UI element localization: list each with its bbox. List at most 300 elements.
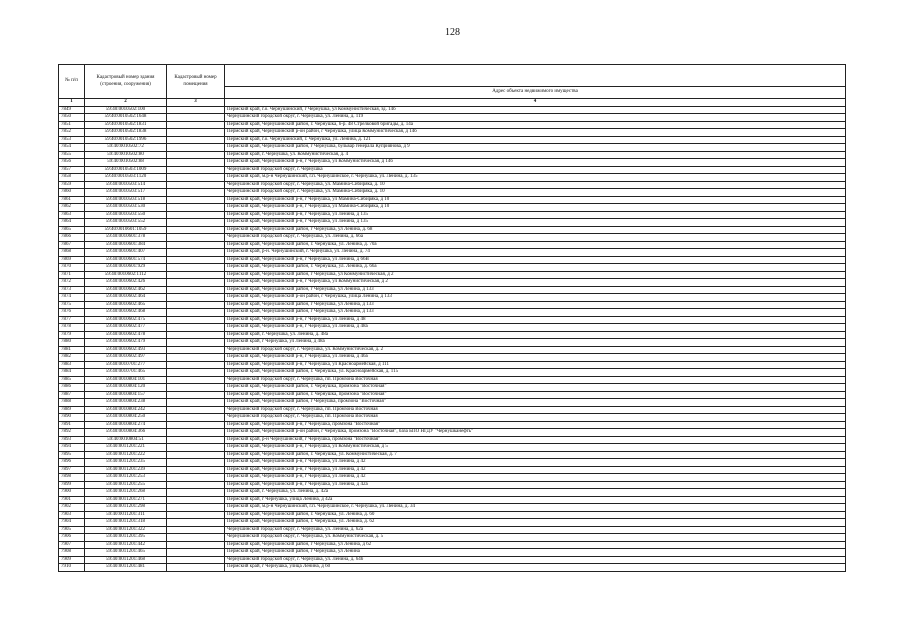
row-number: 7858 [59,174,85,182]
cadastral-building-number: 59:40:0011201:465 [85,549,167,557]
table-row [59,421,846,429]
cadastral-building-number: 59:40:0011201:481 [85,564,167,572]
cadastral-room-number [167,526,225,534]
address-cell: Пермский край, Чернушинский район, г. Чернушка, ул. Ленина, д. 66а [225,264,846,272]
cadastral-room-number [167,414,225,422]
row-number: 7851 [59,121,85,129]
row-number: 7899 [59,481,85,489]
table-row [59,459,846,467]
address-cell: Пермский край, Чернушинский район, г Чернушка, ул Ленина [225,549,846,557]
table-row [59,481,846,489]
table-row [59,466,846,474]
address-cell: Пермский край, Чернушинский р-н, г Чернушка, ул Ленина, д 48а [225,324,846,332]
cadastral-building-number: 59:40:0010602:462 [85,286,167,294]
cadastral-room-number [167,189,225,197]
table-row [59,309,846,317]
cadastral-room-number [167,159,225,167]
cadastral-room-number [167,234,225,242]
row-number: 7880 [59,339,85,347]
cadastral-room-number [167,226,225,234]
cadastral-room-number [167,406,225,414]
cadastral-building-number: 59:40:0010804:120 [85,384,167,392]
cadastral-room-number [167,466,225,474]
cadastral-room-number [167,459,225,467]
cadastral-room-number [167,204,225,212]
cadastral-building-number: 59:40:0011201:255 [85,481,167,489]
address-cell: Пермский край, Чернушинский район, г Чернушка, промзона "Восточная" [225,399,846,407]
row-number: 7881 [59,346,85,354]
table-row [59,549,846,557]
address-cell: Пермский край, Чернушинский район, г. Чернушка, промзона "Восточная" [225,384,846,392]
table-row [59,474,846,482]
cadastral-building-number: 59:40:0010502:1838 [85,129,167,137]
column-number: 2 [85,99,167,107]
address-cell: Чернушинский городской округ, г. Чернушка, ул. Ленина, д. 62а [225,526,846,534]
cadastral-building-number: 59:40:0010601:1059 [85,226,167,234]
cadastral-building-number: 59:40:0010602:479 [85,339,167,347]
table-row [59,234,846,242]
cadastral-building-number: 59:40:0011201:311 [85,511,167,519]
table-row [59,414,846,422]
address-cell: Пермский край, Чернушинский р-н, г Чернушка, ул Коммунистическая, д 2 [225,279,846,287]
cadastral-room-number [167,174,225,182]
cadastral-room-number [167,316,225,324]
cadastral-room-number [167,286,225,294]
table-row [59,511,846,519]
cadastral-room-number [167,339,225,347]
table-row [59,264,846,272]
address-cell: Чернушинский городской округ, г. Чернушка, пп. Промзона Восточная [225,406,846,414]
row-number: 7878 [59,324,85,332]
table-row [59,526,846,534]
cadastral-room-number [167,129,225,137]
table-row [59,564,846,572]
address-cell: Пермский край, г Чернушка, улица Ленина, д 42а [225,496,846,504]
cadastral-building-number: 59:40:0010601:384 [85,241,167,249]
table-row [59,541,846,549]
header-num: № п/п [59,65,85,99]
row-number: 7902 [59,504,85,512]
cadastral-building-number: 59:40:0011201:268 [85,489,167,497]
cadastral-room-number [167,444,225,452]
cadastral-building-number: 59:40:0010804:101 [85,376,167,384]
row-number: 7854 [59,144,85,152]
cadastral-room-number [167,106,225,114]
address-cell: Пермский край, Чернушинский р-н, г Чернушка, ул Мамина-Сибиряка, д 10 [225,204,846,212]
row-number: 7860 [59,189,85,197]
table-row [59,226,846,234]
address-cell: Пермский край, р-н Чернушинский, г Чернушка, промзона "Восточная" [225,436,846,444]
cadastral-building-number: 59:40:0011201:442 [85,541,167,549]
cadastral-room-number [167,399,225,407]
cadastral-building-number: 59:40:0010602:493 [85,346,167,354]
table-row [59,399,846,407]
cadastral-building-number: 59:40:0011201:253 [85,474,167,482]
table-row [59,316,846,324]
cadastral-room-number [167,564,225,572]
row-number: 7885 [59,376,85,384]
table-row [59,346,846,354]
address-cell: Пермский край, Чернушинский р-н, г Чернушка, ул Ленина, д 42 [225,474,846,482]
table-row [59,256,846,264]
address-cell: Пермский край, г Чернушка, ул Ленина, д 48а [225,339,846,347]
header-address-top [225,65,846,87]
table-row [59,406,846,414]
address-cell: Пермский край, р-н. Чернушинский, г. Чернушка, ул. Ленина, д. 74 [225,249,846,257]
address-cell: Пермский край, Чернушинский р-н, г Чернушка, ул Ленина, д 42а [225,481,846,489]
table-row [59,144,846,152]
cadastral-room-number [167,324,225,332]
cadastral-building-number: 59:40:0010502:72 [85,144,167,152]
address-cell: Пермский край, г.о. Чернушинский, г. Чернушка, ул. Ленина, д. 121 [225,136,846,144]
address-cell: Пермский край, Чернушинский р-н, г Чернушка, ул Ленина, д 135 [225,219,846,227]
row-number: 7893 [59,436,85,444]
table-body [59,106,846,571]
row-number: 7872 [59,279,85,287]
address-cell: Пермский край, Чернушинский район, г Чернушка, ул Коммунистическая, д 2 [225,271,846,279]
cadastral-building-number: 59:40:0010503:514 [85,181,167,189]
row-number: 7859 [59,181,85,189]
address-cell: Чернушинский городской округ, г. Чернушка, пп. Промзона Восточная [225,376,846,384]
table-row [59,159,846,167]
cadastral-building-number: 59:40:0011201:468 [85,556,167,564]
cadastral-building-number: 59:40:0010602:478 [85,331,167,339]
cadastral-building-number: 59:40:0010602:477 [85,324,167,332]
cadastral-room-number [167,511,225,519]
row-number: 7869 [59,256,85,264]
table-row [59,451,846,459]
cadastral-room-number [167,541,225,549]
cadastral-room-number [167,504,225,512]
cadastral-building-number: 59:40:0010804:51 [85,436,167,444]
row-number: 7903 [59,511,85,519]
cadastral-room-number [167,114,225,122]
cadastral-building-number: 59:40:0010503:552 [85,219,167,227]
row-number: 7861 [59,196,85,204]
row-number: 7855 [59,151,85,159]
table-row [59,324,846,332]
table-row [59,339,846,347]
cadastral-building-number: 59:40:0011201:235 [85,459,167,467]
cadastral-building-number: 59:40:0010701:465 [85,369,167,377]
table-row [59,354,846,362]
table-row [59,489,846,497]
row-number: 7873 [59,286,85,294]
header-address: Адрес объекта недвижимого имущества [225,87,846,99]
cadastral-room-number [167,271,225,279]
row-number: 7888 [59,399,85,407]
address-cell: Чернушинский городской округ, г. Чернушка, ул. Ленина, д. 66а [225,234,846,242]
header-cadastral-building: Кадастровый номер здания (строения, сооружения) [85,65,167,99]
row-number: 7905 [59,526,85,534]
row-number: 7908 [59,549,85,557]
cadastral-room-number [167,241,225,249]
cadastral-building-number: 59:40:0010804:366 [85,429,167,437]
address-cell: Пермский край, г. Чернушка, ул. Ленина, д. 42а [225,489,846,497]
address-cell: Пермский край, Чернушинский район, г Чернушка, ул Ленина, д 133 [225,309,846,317]
address-cell: Пермский край, м.р-н Чернушинский, г.п. Чернушинское, г. Чернушка, ул. Ленина, д. 34 [225,504,846,512]
table-row [59,444,846,452]
address-cell: Пермский край, Чернушинский р-н, г Чернушка, ул Красноармейская, д 111 [225,361,846,369]
row-number: 7889 [59,406,85,414]
column-number: 3 [167,99,225,107]
table-row [59,294,846,302]
cadastral-room-number [167,219,225,227]
table-row [59,241,846,249]
row-number: 7871 [59,271,85,279]
cadastral-room-number [167,354,225,362]
row-number: 7900 [59,489,85,497]
cadastral-room-number [167,309,225,317]
cadastral-room-number [167,481,225,489]
address-cell: Пермский край, Чернушинский р-он район, г Чернушка, улица Ленина, д 133 [225,294,846,302]
row-number: 7886 [59,384,85,392]
cadastral-room-number [167,301,225,309]
cadastral-room-number [167,196,225,204]
address-cell: Пермский край, Чернушинский район, г. Чернушка, ул. Ленина, д. 60 [225,511,846,519]
row-number: 7857 [59,166,85,174]
column-number-row [59,99,846,107]
table-row [59,271,846,279]
table-row [59,106,846,114]
cadastral-building-number: 59:40:0010602:465 [85,301,167,309]
cadastral-building-number: 59:40:0010602:497 [85,354,167,362]
row-number: 7895 [59,451,85,459]
cadastral-building-number: 59:40:0010503:1009 [85,166,167,174]
table-row [59,136,846,144]
address-cell: Пермский край, Чернушинский р-н, г Чернушка, промзона "Восточная" [225,421,846,429]
address-cell: Чернушинский городской округ, г. Чернушка, ул. Ленина, д. 64б [225,556,846,564]
row-number: 7875 [59,301,85,309]
table-row [59,189,846,197]
table-row [59,129,846,137]
address-cell: Пермский край, г.о. Чернушинский, г Чернушка, ул Коммунистическая, зд. 14б [225,106,846,114]
table-row [59,534,846,542]
row-number: 7870 [59,264,85,272]
cadastral-room-number [167,256,225,264]
cadastral-room-number [167,436,225,444]
row-number: 7887 [59,391,85,399]
row-number: 7865 [59,226,85,234]
cadastral-building-number: 59:40:0011201:239 [85,466,167,474]
cadastral-building-number: 59:40:0010804:238 [85,399,167,407]
table-row [59,166,846,174]
cadastral-room-number [167,429,225,437]
cadastral-room-number [167,549,225,557]
cadastral-room-number [167,361,225,369]
row-number: 7879 [59,331,85,339]
cadastral-building-number: 59:40:0010602:475 [85,316,167,324]
cadastral-room-number [167,331,225,339]
address-cell: Пермский край, г. Чернушка, ул. Коммунистическая, д. 4 [225,151,846,159]
cadastral-room-number [167,391,225,399]
cadastral-room-number [167,121,225,129]
address-cell: Пермский край, г Чернушка, улица Ленина, д 60 [225,564,846,572]
table-row [59,519,846,527]
cadastral-room-number [167,166,225,174]
address-cell: Пермский край, Чернушинский район, г Чернушка, ул Ленина, д. 68 [225,226,846,234]
address-cell: Пермский край, Чернушинский р-н, г Чернушка, ул Ленина, д 42 [225,466,846,474]
address-cell: Чернушинский городской округ, г. Чернушка [225,166,846,174]
address-cell: Пермский край, Чернушинский район, г. Чернушка, ул. Коммунистическая, д. 7 [225,451,846,459]
cadastral-room-number [167,181,225,189]
row-number: 7909 [59,556,85,564]
row-number: 7884 [59,369,85,377]
cadastral-room-number [167,451,225,459]
table-row [59,219,846,227]
row-number: 7882 [59,354,85,362]
row-number: 7904 [59,519,85,527]
address-cell: Пермский край, Чернушинский р-н, г Чернушка, ул Мамина-Сибиряка, д 10 [225,196,846,204]
cadastral-room-number [167,496,225,504]
cadastral-building-number: 59:40:0011201:221 [85,444,167,452]
cadastral-room-number [167,556,225,564]
cadastral-building-number: 59:40:0010601:574 [85,256,167,264]
row-number: 7910 [59,564,85,572]
address-cell: Пермский край, г. Чернушка, ул. Ленина, д. 48а [225,331,846,339]
row-number: 7896 [59,459,85,467]
row-number: 7856 [59,159,85,167]
address-cell: Чернушинский городской округ, г. Чернушка, ул. Мамина-Сибиряка, д. 10 [225,181,846,189]
cadastral-building-number: 59:40:0011201:318 [85,519,167,527]
cadastral-building-number: 59:40:0010503:1120 [85,174,167,182]
table-row [59,151,846,159]
table-row [59,249,846,257]
address-cell: Пермский край, Чернушинский район, г. Чернушка, ул. Ленина, д. 70а [225,241,846,249]
column-number: 4 [225,99,846,107]
row-number: 7892 [59,429,85,437]
row-number: 7862 [59,204,85,212]
cadastral-room-number [167,489,225,497]
cadastral-room-number [167,211,225,219]
address-cell: Чернушинский городской округ, г. Чернушка, ул. Мамина-Сибиряка, д. 10 [225,189,846,197]
cadastral-building-number: 59:40:0010502:1831 [85,121,167,129]
cadastral-building-number: 59:40:0010502:1996 [85,136,167,144]
address-cell: Пермский край, Чернушинский район, г Чернушка, ул Ленина, д 133 [225,301,846,309]
table-row [59,496,846,504]
cadastral-building-number: 59:40:0010503:518 [85,196,167,204]
table-row [59,376,846,384]
address-cell: Пермский край, Чернушинский р-он район, г Чернушка, промзона "Восточная", база БПО НГДУ "Чернушканефть" [225,429,846,437]
cadastral-room-number [167,144,225,152]
address-cell: Пермский край, Чернушинский район, г Чернушка, бульвар генерала Куприянова, д 9 [225,144,846,152]
row-number: 7852 [59,129,85,137]
address-cell: Пермский край, Чернушинский район, г. Чернушка, промзона "Восточная" [225,391,846,399]
row-number: 7906 [59,534,85,542]
cadastral-building-number: 59:40:0011201:322 [85,526,167,534]
table-header [59,65,846,107]
cadastral-building-number: 59:40:0011201:271 [85,496,167,504]
header-cadastral-room: Кадастровый номер помещения [167,65,225,99]
cadastral-building-number: 59:40:0010503:517 [85,189,167,197]
cadastral-room-number [167,279,225,287]
row-number: 7868 [59,249,85,257]
cadastral-room-number [167,249,225,257]
table-row [59,174,846,182]
cadastral-room-number [167,421,225,429]
row-number: 7891 [59,421,85,429]
table-row [59,556,846,564]
row-number: 7864 [59,219,85,227]
row-number: 7850 [59,114,85,122]
cadastral-building-number: 59:40:0010602:1112 [85,271,167,279]
cadastral-room-number [167,519,225,527]
row-number: 7863 [59,211,85,219]
address-cell: Пермский край, Чернушинский р-н, г Чернушка, ул Ленина, д 48 [225,316,846,324]
table-row [59,369,846,377]
cadastral-building-number: 59:40:0010602:468 [85,309,167,317]
table-row [59,181,846,189]
column-number: 1 [59,99,85,107]
row-number: 7897 [59,466,85,474]
cadastral-building-number: 59:40:0010502:88 [85,159,167,167]
table-row [59,384,846,392]
cadastral-building-number: 59:40:0010601:378 [85,234,167,242]
table-row [59,429,846,437]
address-cell: Пермский край, Чернушинский район, г. Чернушка, ул. Красноармейская, д. 115 [225,369,846,377]
cadastral-building-number: 59:40:0010502:100 [85,106,167,114]
address-cell: Пермский край, Чернушинский р-н, г Чернушка, ул Коммунистическая, д 14б [225,159,846,167]
cadastral-building-number: 59:40:0010601:929 [85,264,167,272]
row-number: 7874 [59,294,85,302]
address-cell: Пермский край, Чернушинский р-н, г Чернушка, ул Ленина, д 66В [225,256,846,264]
cadastral-room-number [167,474,225,482]
address-cell: Чернушинский городской округ, г. Чернушка, пп. Промзона Восточная [225,414,846,422]
cadastral-building-number: 59:40:0010503:530 [85,204,167,212]
address-cell: Пермский край, Чернушинский р-н, г Чернушка, ул Коммунистическая, д 5 [225,444,846,452]
table-row [59,121,846,129]
cadastral-room-number [167,264,225,272]
address-cell: Пермский край, Чернушинский р-н, г Чернушка, ул Ленина, д 42 [225,459,846,467]
table-row [59,211,846,219]
table-row [59,504,846,512]
address-cell: Пермский край, м.р-н Чернушинский, г.п. Чернушинское, г. Чернушка, ул. Ленина, д. 135 [225,174,846,182]
row-number: 7853 [59,136,85,144]
row-number: 7876 [59,309,85,317]
table-row [59,196,846,204]
cadastral-building-number: 59:40:0010502:80 [85,151,167,159]
table-row [59,436,846,444]
cadastral-building-number: 59:40:0010804:250 [85,414,167,422]
row-number: 7867 [59,241,85,249]
cadastral-building-number: 59:40:0010502:1648 [85,114,167,122]
address-cell: Пермский край, Чернушинский район, г. Чернушка, ул. Ленина, д. 62 [225,519,846,527]
table-row [59,279,846,287]
cadastral-building-number: 59:40:0011201:298 [85,504,167,512]
row-number: 7907 [59,541,85,549]
page-number: 128 [445,27,460,38]
table-row [59,331,846,339]
row-number: 7849 [59,106,85,114]
row-number: 7883 [59,361,85,369]
cadastral-building-number: 59:40:0010602:426 [85,279,167,287]
address-cell: Чернушинский городской округ, г. Чернушка, ул. Ленина, д. 119 [225,114,846,122]
row-number: 7877 [59,316,85,324]
cadastral-building-number: 59:40:0010701:277 [85,361,167,369]
cadastral-building-number: 59:40:0010804:157 [85,391,167,399]
address-cell: Пермский край, Чернушинский р-н, г Чернушка, ул Ленина, д 46а [225,354,846,362]
cadastral-room-number [167,534,225,542]
address-cell: Пермский край, Чернушинский район, г. Чернушка, б-р. 48 Стрелковой бригады, д. 14а [225,121,846,129]
table-row [59,361,846,369]
cadastral-building-number: 59:40:0011201:395 [85,534,167,542]
address-cell: Пермский край, Чернушинский район, г Чернушка, ул Ленина, д 133 [225,286,846,294]
row-number: 7866 [59,234,85,242]
cadastral-building-number: 59:40:0010503:550 [85,211,167,219]
cadastral-building-number: 59:40:0010804:274 [85,421,167,429]
address-cell: Чернушинский городской округ, г. Чернушка, ул. Коммунистическая, д. 2 [225,346,846,354]
cadastral-room-number [167,346,225,354]
